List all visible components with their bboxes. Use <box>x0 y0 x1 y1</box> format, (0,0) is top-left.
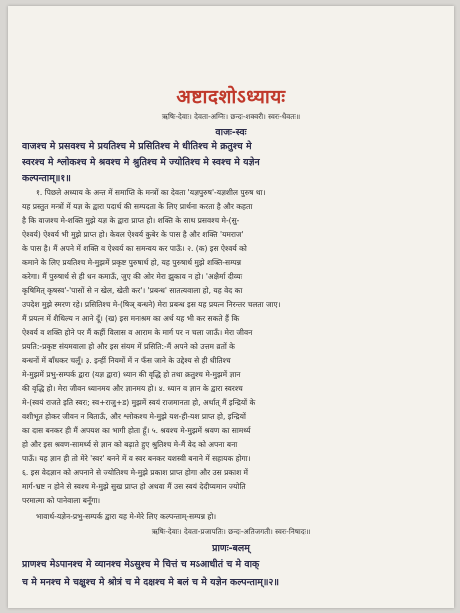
bhavartha-line: भावार्थ-यज्ञेन-प्रभु-सम्पर्क द्वारा यह मे-मेरे लिए कल्पन्ताम्-सम्पन्न हो। <box>36 512 217 521</box>
mantra2-line: प्राणश्च मेऽपानश्च मे व्यानश्च मेऽसुश्च मे चित्तं च मऽआधीतं च मे वाक् <box>22 559 260 570</box>
commentary-line: हो और इस श्रवण-सामर्थ्य से ज्ञान को बढ़ाते हुए श्रुतिश्च मे-मैं वेद को अपना बना <box>22 440 238 449</box>
meta-line-2: ऋषिः-देवाः। देवता-प्रजापतिः। छन्दः-अतिजगती। स्वरः-निषादः॥ <box>151 527 311 536</box>
mantra1-line: कल्पन्ताम्॥१॥ <box>22 173 71 184</box>
commentary-line: प्रयति:-प्रकृष्ट संयमवाला हो और इस संयम में प्रसिति:-मैं अपने को उत्तम व्रतों के <box>22 342 235 351</box>
commentary-line: कृषिमित् कृषस्व'-'पासों से न खेल, खेती कर'। 'प्रबन्ध' सातत्यवाला हो, यह वेद का <box>22 286 243 295</box>
commentary-line: ६. इस वेदज्ञान को अपनाने से ज्योतिश्च मे-मुझे प्रकाश प्राप्त होगा और उस प्रकाश में <box>22 468 249 477</box>
commentary-line: वशीभूत होकर जीवन न बिताऊँ, और श्लोकश्च मे-मुझे यश-ही-यश प्राप्त हो, इन्द्रियों <box>22 412 246 421</box>
commentary-line: का दास बनकर ही मैं अपयश का भागी होता हूँ। ५. श्रवश्च मे-मुझमें श्रवण का सामर्थ्य <box>22 426 251 435</box>
commentary-line: मैं प्रयत्न में शैथिल्य न आने दूँ। (ख) इस मनःश्रम का अर्थ यह भी कर सकते हैं कि <box>22 314 240 323</box>
chapter-title: अष्टादशोऽध्यायः <box>176 86 286 108</box>
commentary-line: मार्ग-भ्रष्ट न होने से स्वश्च मे-मुझे सुख प्राप्त हो अथवा मैं उस स्वयं देदीप्यमान ज्योति <box>22 482 246 491</box>
commentary-line: बन्धनों में बाँधकर चलूँ। ३. इन्हीं नियमों में न फँस जाने के उद्देश्य से ही धीतिश्च <box>22 356 231 365</box>
commentary-line: ऐश्वर्य व शक्ति होने पर मैं कहीं विलास व आराम के मार्ग पर न चला जाऊँ। मेरा जीवन <box>22 328 253 337</box>
commentary-line: की वृद्धि हो। मेरा जीवन ध्यानमय और ज्ञानमय हो। ४. ध्यान व ज्ञान के द्वारा स्वरश्च <box>22 384 243 393</box>
commentary-line: मे-मुझमें प्रभु-सम्पर्क द्वारा (यज्ञ द्वारा) ध्यान की वृद्धि हो तथा क्रतुश्च मे-मुझमें ज्ञान <box>22 370 241 379</box>
commentary-line: यह प्रस्तुत मन्त्रों में यज्ञ के द्वारा पदार्थ की सम्पदता के लिए प्रार्थना करता है और कहता <box>22 202 253 211</box>
commentary-line: उपदेश मुझे स्मरण रहे। प्रसितिश्च मे-(षिञ् बन्धने) मेरा प्रबन्ध इस यह प्रयत्न निरन्तर चलता जाए। <box>22 300 281 309</box>
commentary-line: पाऊँ। यह ज्ञान ही तो मेरे 'स्वर' बनने में व स्वर बनकर यशस्वी बनाने में सहायक होगा। <box>22 454 251 463</box>
section-heading-2: प्राणः-बलम् <box>212 543 250 554</box>
mantra1-line: स्वरश्च मे श्लोकश्च मे श्रवश्च मे श्रुतिश्च मे ज्योतिश्च मे स्वश्च मे यज्ञेन <box>22 157 260 168</box>
section-heading-1: वाजः-स्वः <box>215 127 247 138</box>
commentary-line: करेगा। मैं पुरुषार्थ से ही धन कमाऊँ, जुए की ओर मेरा झुकाव न हो। 'अक्षैर्मा दीव्यः <box>22 272 243 281</box>
book-page <box>8 6 454 608</box>
commentary-line: ऐश्वर्य) ऐश्वर्य भी मुझे प्राप्त हो। केवल ऐश्वर्य कुबेर के पास है और शक्ति 'यमराज' <box>22 230 244 239</box>
commentary-line: के पास है। मैं अपने में शक्ति व ऐश्वर्य का समन्वय कर पाऊँ। २. (क) इस ऐश्वर्य को <box>22 244 247 253</box>
commentary-line: परमात्मा को पानेवाला बनूँगा। <box>22 496 101 505</box>
commentary-line: कमाने के लिए प्रयतिश्च मे-मुझमें प्रकृष्ट पुरुषार्थ हो, यह पुरुषार्थ मुझे शक्ति-सम्पन्न <box>22 258 241 267</box>
commentary-line: मे-(स्वयं राजते इति स्वरः; स्व+राजु+ड) मुझमें स्वयं राजमानता हो, अर्थात् मैं इन्द्रियों के <box>22 398 256 407</box>
meta-line-1: ऋषिः-देवाः। देवता-अग्निः। छन्दः-शक्वरी। स्वरः-धैवतः॥ <box>161 112 301 121</box>
mantra2-line: च मे मनश्च मे चक्षुश्च मे श्रोत्रं च मे दक्षश्च मे बलं च मे यज्ञेन कल्पन्ताम्॥२॥ <box>22 577 279 588</box>
mantra1-line: वाजश्च मे प्रसवश्च मे प्रयतिश्च मे प्रसितिश्च मे धीतिश्च मे क्रतुश्च मे <box>22 141 252 152</box>
commentary-line: है कि वाजश्च मे-शक्ति मुझे यज्ञ के द्वारा प्राप्त हो। शक्ति के साथ प्रसवश्च मे-(सु- <box>22 216 240 225</box>
commentary-line: १. पिछले अध्याय के अन्त में समाप्ति के मन्त्रों का देवता 'यज्ञपुरुष'-यज्ञशील पुरुष था। <box>36 188 266 197</box>
